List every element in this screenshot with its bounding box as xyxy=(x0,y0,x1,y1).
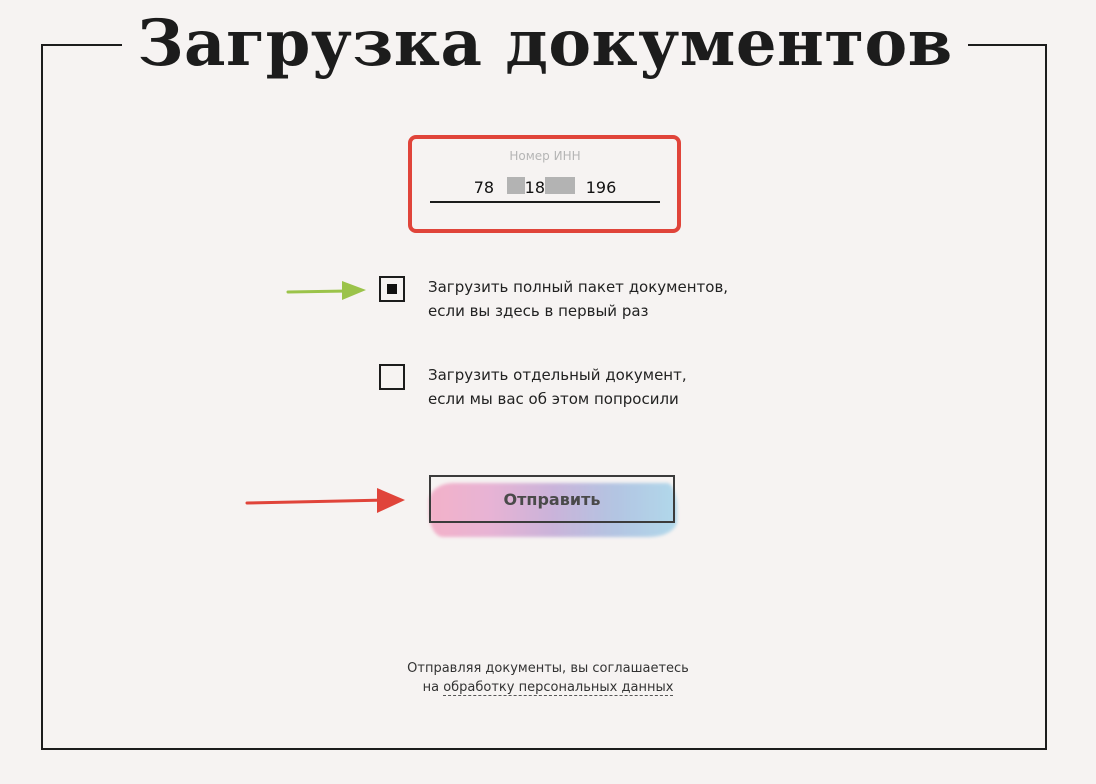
red-arrow-icon xyxy=(245,486,407,516)
consent-line2 xyxy=(348,678,748,697)
consent-notice xyxy=(348,659,748,697)
personal-data-link[interactable]: обработку персональных данных xyxy=(443,680,674,695)
inn-label: Номер ИНН xyxy=(509,149,581,163)
redacted-digits-1 xyxy=(507,177,525,194)
consent-line1: Отправляя документы, вы соглашаетесь xyxy=(407,661,689,676)
submit-area xyxy=(429,475,675,537)
full-package-line1: Загрузить полный пакет документов, xyxy=(428,278,729,296)
consent-prefix: на xyxy=(422,680,440,695)
submit-button[interactable]: Отправить xyxy=(429,475,675,523)
green-arrow-icon xyxy=(286,278,368,304)
single-document-line2: если мы вас об этом попросили xyxy=(428,390,679,408)
single-document-option-text xyxy=(428,363,687,411)
full-package-option-text xyxy=(428,275,728,323)
redacted-digits-2 xyxy=(545,177,575,194)
full-package-line2: если вы здесь в первый раз xyxy=(428,302,649,320)
full-package-checkbox[interactable] xyxy=(379,276,405,302)
page-title: Загрузка документов xyxy=(122,4,968,84)
single-document-line1: Загрузить отдельный документ, xyxy=(428,366,687,384)
single-document-checkbox[interactable] xyxy=(379,364,405,390)
